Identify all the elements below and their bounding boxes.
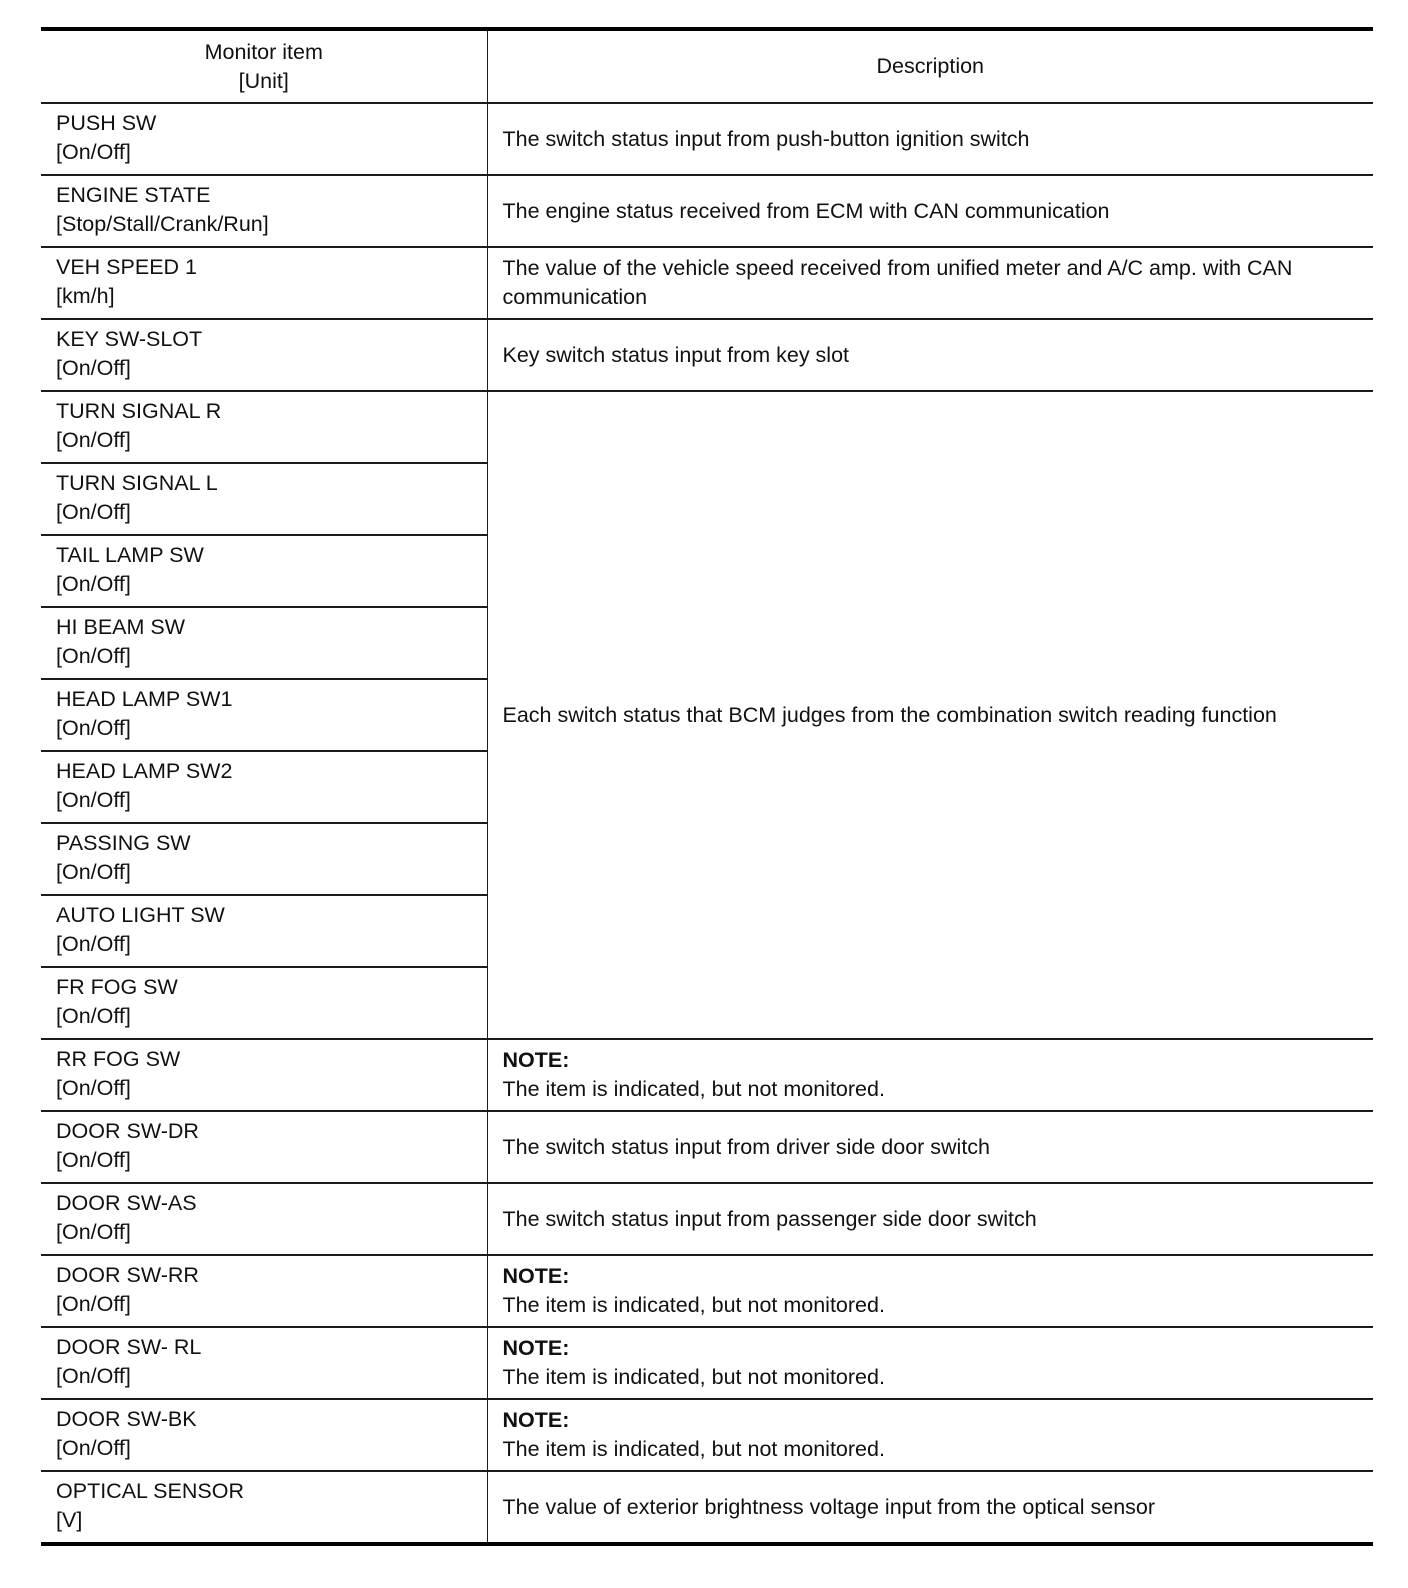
monitor-item-cell [41,1255,487,1327]
item-name: ENGINE STATE [56,183,211,207]
item-unit: [km/h] [56,284,115,308]
item-unit: [On/Off] [56,716,131,740]
item-unit: [On/Off] [56,932,131,956]
note-label: NOTE: [502,1336,570,1360]
monitor-item-cell [41,103,487,175]
table-row [41,1327,1373,1399]
monitor-item-cell [41,1039,487,1111]
item-unit: [On/Off] [56,1436,131,1460]
header-monitor-item [41,29,487,103]
description-cell: The switch status input from push-button ignition switch [487,103,1373,175]
header-unit-label: [Unit] [238,68,289,93]
monitor-item-cell [41,607,487,679]
table-row [41,1471,1373,1544]
header-description: Description [876,54,985,78]
item-name: DOOR SW-AS [56,1191,197,1215]
table-row [41,319,1373,391]
table-row [41,391,1373,463]
monitor-item-cell [41,463,487,535]
table-row [41,175,1373,247]
description-cell: The switch status input from driver side door switch [487,1111,1373,1183]
note-text: The item is indicated, but not monitored. [502,1437,885,1461]
item-unit: [V] [56,1508,83,1532]
item-name: PASSING SW [56,831,191,855]
monitor-item-cell [41,679,487,751]
item-name: HEAD LAMP SW1 [56,687,233,711]
table-row [41,1255,1373,1327]
item-unit: [On/Off] [56,140,131,164]
monitor-item-table [41,27,1373,1546]
table-row [41,1039,1373,1111]
monitor-item-cell [41,247,487,319]
description-cell [487,1039,1373,1111]
table-row [41,247,1373,319]
monitor-item-cell [41,391,487,463]
monitor-item-cell [41,967,487,1039]
monitor-item-cell [41,175,487,247]
monitor-item-cell [41,823,487,895]
table-row [41,1183,1373,1255]
item-name: OPTICAL SENSOR [56,1479,244,1503]
item-name: TURN SIGNAL L [56,471,218,495]
item-name: TAIL LAMP SW [56,543,204,567]
monitor-item-cell [41,895,487,967]
item-name: AUTO LIGHT SW [56,903,225,927]
item-name: TURN SIGNAL R [56,399,222,423]
item-unit: [On/Off] [56,428,131,452]
item-name: HI BEAM SW [56,615,186,639]
description-cell [487,1327,1373,1399]
item-unit: [On/Off] [56,1148,131,1172]
item-unit: [On/Off] [56,644,131,668]
item-name: RR FOG SW [56,1047,181,1071]
item-name: DOOR SW- RL [56,1335,202,1359]
table-row [41,1111,1373,1183]
monitor-item-cell [41,319,487,391]
item-name: DOOR SW-BK [56,1407,197,1431]
table-row [41,103,1373,175]
note-label: NOTE: [502,1408,570,1432]
monitor-item-cell [41,1327,487,1399]
item-unit: [On/Off] [56,500,131,524]
item-unit: [On/Off] [56,1220,131,1244]
item-unit: [On/Off] [56,1292,131,1316]
table-row [41,1399,1373,1471]
item-unit: [On/Off] [56,1364,131,1388]
description-cell: The value of the vehicle speed received from unified meter and A/C amp. with CAN communication [487,247,1373,319]
item-name: HEAD LAMP SW2 [56,759,233,783]
item-name: VEH SPEED 1 [56,255,197,279]
item-unit: [On/Off] [56,860,131,884]
monitor-item-cell [41,535,487,607]
item-name: DOOR SW-DR [56,1119,199,1143]
combination-switch-description-cell: Each switch status that BCM judges from the combination switch reading function [487,391,1373,1039]
note-text: The item is indicated, but not monitored. [502,1365,885,1389]
header-item-label: Monitor item [204,39,323,64]
monitor-item-cell [41,1399,487,1471]
note-text: The item is indicated, but not monitored. [502,1293,885,1317]
item-name: KEY SW-SLOT [56,327,203,351]
description-cell [487,1255,1373,1327]
item-unit: [On/Off] [56,1004,131,1028]
item-name: PUSH SW [56,111,157,135]
table-header-row [41,29,1373,103]
description-cell [487,1399,1373,1471]
monitor-item-cell [41,1471,487,1544]
description-cell: The switch status input from passenger side door switch [487,1183,1373,1255]
item-name: DOOR SW-RR [56,1263,199,1287]
description-cell: The engine status received from ECM with CAN communication [487,175,1373,247]
note-label: NOTE: [502,1048,570,1072]
item-unit: [Stop/Stall/Crank/Run] [56,212,269,236]
note-text: The item is indicated, but not monitored. [502,1077,885,1101]
monitor-item-cell [41,1183,487,1255]
description-cell: Key switch status input from key slot [487,319,1373,391]
item-unit: [On/Off] [56,1076,131,1100]
description-cell: The value of exterior brightness voltage input from the optical sensor [487,1471,1373,1544]
item-unit: [On/Off] [56,788,131,812]
item-unit: [On/Off] [56,356,131,380]
note-label: NOTE: [502,1264,570,1288]
monitor-item-cell [41,1111,487,1183]
item-name: FR FOG SW [56,975,178,999]
monitor-item-cell [41,751,487,823]
item-unit: [On/Off] [56,572,131,596]
